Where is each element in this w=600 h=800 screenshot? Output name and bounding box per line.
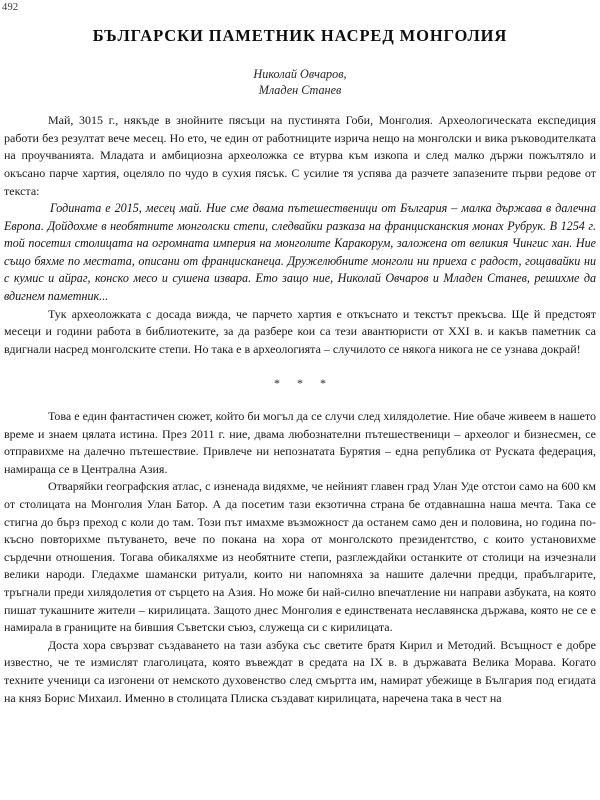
- paragraph: Отваряйки географския атлас, с изненада видяхме, че нейният главен град Улан Уде отстои само на 600 км от столицата на Монголия Улан Батор. А да посетим тази екзотична страна бе отдавнашна наша мечта. Така се стигна до бърз преход с коли до там. Този път имахме възможност да останем само ден и половина, но година по-късно повторихме пътуването, вече по покана на хора от монголското президентство, с които установихме сърдечни отношения. Тогава обикаляхме из необятните степи, разглеждайки останките от столици на изчезнали велики народи. Гледахме шамански ритуали, които ни напомняха за нашите далечни предци, прабългарите, тръгнали преди хилядолетия от сърцето на Азия. Но може би най-силно впечатление ни направи азбуката, на която пишат тукашните жители – кирилицата. Защото днес Монголия е единствената неславянска държава, която не се е намирала в границите на бившия Съветски съюз, служеща си с кирилицата.: [4, 479, 596, 635]
- section-separator: * * *: [274, 376, 333, 391]
- paragraph: Това е един фантастичен сюжет, който би могъл да се случи след хилядолетие. Ние обаче живеем в нашето време и знаем цялата истина. През 2011 г. ние, двама любознателни пътешественици – археолог и бизнесмен, се отправихме на далечно пътешествие. Привлече ни непознатата Бурятия – една република от Руската федерация, намираща се в Централна Азия.: [4, 409, 596, 476]
- quoted-paragraph: Годината е 2015, месец май. Ние сме двама пътешественици от България – малка държава в далечна Европа. Дойдохме в необятните монголски степи, следвайки разказа на францисканския монах Рубрук. В 1254 г. той посетил столицата на огромната империя на монголите Каракорум, заложена от великия Чингис хан. Ние също бяхме по местата, описани от францисканеца. Дружелюбните монголи ни приеха с радост, гощавайки ни с кумис и айраг, конско месо и сушена извара. Ето защо ние, Николай Овчаров и Младен Станев, решихме да вдигнем паметник...: [4, 201, 596, 304]
- paragraph: Доста хора свързват създаването на тази азбука със светите братя Кирил и Методий. Всъщност е добре известно, че те измислят глаголицата, която въвеждат в средата на IX в. в държавата Велика Морава. Когато техните ученици са изгонени от немското духовенство след смъртта им, намират убежище в България под егидата на княз Борис Михаил. Именно в столицата Плиска създават кирилицата, наречена така в чест на: [4, 637, 596, 705]
- author-name-1: Николай Овчаров,: [253, 67, 347, 82]
- paragraph: Тук археоложката с досада вижда, че парчето хартия е откъснато и текстът прекъсва. Ще й предстоят месеци и години работа в библиотеките, за да разбере кои са тези авантюристи от XXI в. и какъв паметник са вдигнали насред монголските степи. Но така е в археологията – случилото се някога никога не се узнава докрай!: [4, 306, 596, 356]
- page-number: 492: [2, 2, 19, 13]
- paragraph: Май, 3015 г., някъде в знойните пясъци на пустинята Гоби, Монголия. Археологическата експедиция работи без резултат вече месец. Но ето, че един от работниците изрича нещо на монголски и вика ръководителката на проучванията. Младата и амбициозна археоложка се втурва към изкопа и след малко държи пожълтяло и окъсано парче хартия, оцеляло по чудо в сухия пясък. С усилие тя успява да разчете запазените първи редове от текста:: [4, 113, 596, 198]
- author-name-2: Младен Станев: [258, 83, 342, 98]
- byline: [4, 45, 596, 98]
- page-title: БЪЛГАРСКИ ПАМЕТНИК НАСРЕД МОНГОЛИЯ: [92, 26, 508, 45]
- body-text: [4, 98, 596, 707]
